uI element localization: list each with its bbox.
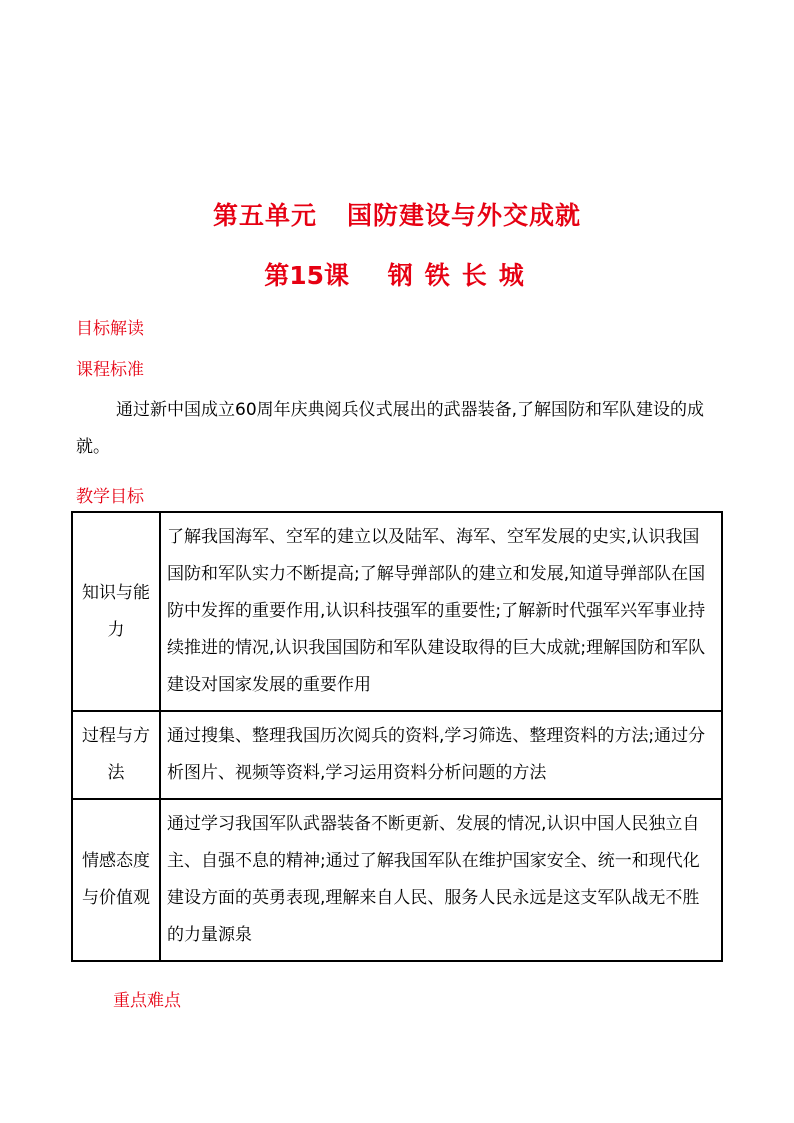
goal-description: 通过学习我国军队武器装备不断更新、发展的情况,认识中国人民独立自主、自强不息的精神;通过了解我国军队在维护国家安全、统一和现代化建设方面的英勇表现,理解来自人民、服务人民永远是这支军队战无不胜的力量源泉 — [160, 799, 722, 961]
teaching-goals-table — [71, 511, 723, 962]
table-row — [72, 711, 722, 799]
standard-text: 通过新中国成立60周年庆典阅兵仪式展出的武器装备,了解国防和军队建设的成就。 — [76, 400, 705, 457]
lesson-title — [0, 256, 794, 292]
standard-heading: 课程标准 — [76, 360, 144, 380]
objectives-heading: 目标解读 — [76, 319, 144, 339]
lesson-char: 城 — [498, 261, 524, 290]
goal-description: 通过搜集、整理我国历次阅兵的资料,学习筛选、整理资料的方法;通过分析图片、视频等资料,学习运用资料分析问题的方法 — [160, 711, 722, 799]
goal-description: 了解我国海军、空军的建立以及陆军、海军、空军发展的史实,认识我国国防和军队实力不断提高;了解导弹部队的建立和发展,知道导弹部队在国防中发挥的重要作用,认识科技强军的重要性;了解新时代强军兴军事业持续推进的情况,认识我国国防和军队建设取得的巨大成就;理解国防和军队建设对国家发展的重要作用 — [160, 512, 722, 711]
goal-category: 情感态度与价值观 — [72, 799, 160, 961]
lesson-char: 钢 — [387, 261, 413, 290]
table-row — [72, 512, 722, 711]
table-row — [72, 799, 722, 961]
lesson-label: 第15课 — [264, 261, 349, 290]
standard-paragraph — [76, 392, 721, 466]
unit-label: 第五单元 — [212, 201, 317, 230]
goal-category: 知识与能力 — [72, 512, 160, 711]
lesson-char: 铁 — [424, 261, 450, 290]
teaching-goals-heading: 教学目标 — [76, 487, 144, 507]
goal-category: 过程与方法 — [72, 711, 160, 799]
unit-title — [0, 196, 794, 232]
lesson-char: 长 — [461, 261, 487, 290]
key-points-heading: 重点难点 — [113, 991, 181, 1011]
unit-name: 国防建设与外交成就 — [347, 201, 582, 230]
